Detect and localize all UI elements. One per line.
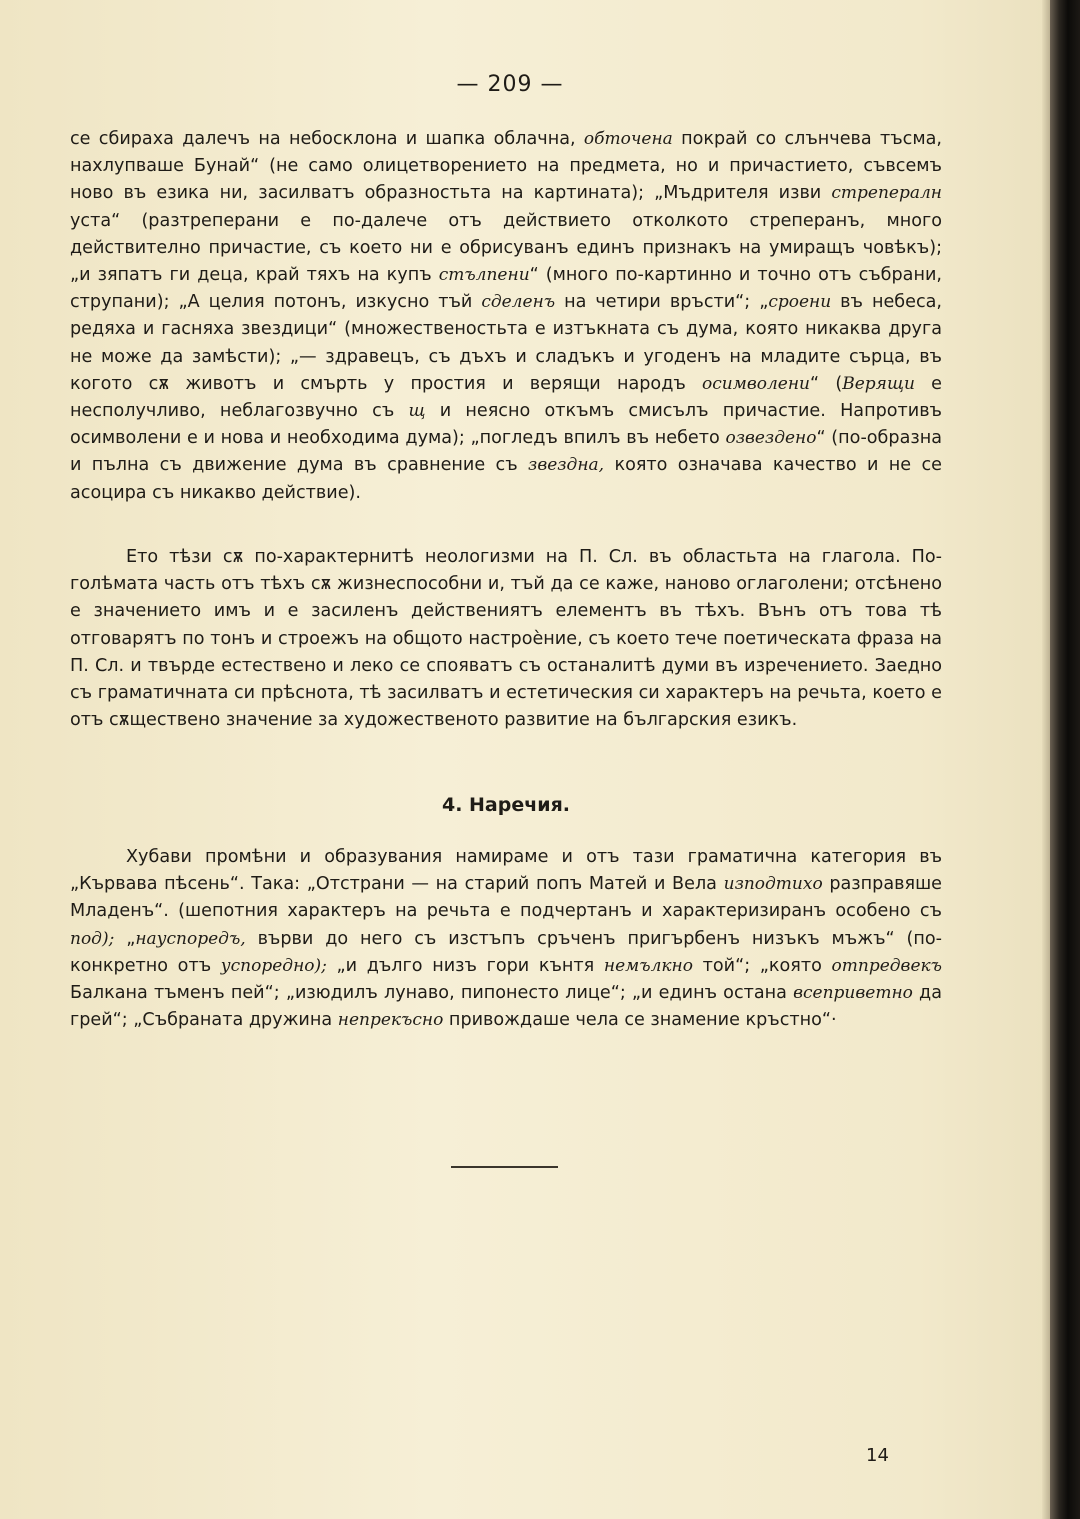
paragraph-verbs-examples	[70, 126, 942, 507]
text-run: разправяше Младенъ“. (шепотния характеръ на речьта е подчертанъ и характеризиранъ особено съ	[70, 874, 942, 922]
italic-term: щ	[408, 401, 426, 422]
body-text-summary	[70, 544, 942, 734]
page-number: — 209 —	[456, 72, 564, 97]
text-run: „и дълго низъ гори кънтя	[326, 955, 604, 976]
italic-term: сделенъ	[481, 292, 556, 313]
text-run: да грей“; „Събраната дружина	[70, 983, 942, 1031]
italic-term: звездна,	[528, 455, 605, 476]
text-run: покрай со слънчева тъсма, нахлупваше Бунай“ (не само олицетворението на предмета, но и причастието, съвсемъ ново въ езика ни, засилватъ образностьта на картината); „Мъдрителя изви	[70, 129, 942, 204]
page-edge	[1042, 0, 1050, 1519]
italic-term: стълпени	[438, 265, 530, 286]
text-run: привождаше чела се знамение кръстно“·	[443, 1010, 837, 1031]
italic-term: обточена	[583, 129, 673, 149]
text-run: се сбираха далечъ на небосклона и шапка облачна,	[70, 129, 584, 149]
text-run: върви до него съ изстъпъ сръченъ пригърбенъ низъкъ мъжъ“ (по-конкретно отъ	[70, 928, 942, 976]
text-run: Хубави промѣни и образувания намираме и отъ тази граматична категория въ „Кървава пѣсень“. Така: „Отстрани — на старий попъ Матей и Вела	[70, 847, 942, 895]
italic-term: успоредно);	[220, 955, 327, 976]
section-heading: 4. Наречия.	[441, 794, 571, 816]
text-run: уста“ (разтреперани е по-далече отъ действието отколкото стреперанъ, много действително причастие, съ което ни е обрисуванъ единъ признакъ на умиращъ човѣкъ); „и зяпатъ ги деца, край тяхъ на купъ	[70, 210, 942, 286]
body-text	[70, 126, 942, 507]
italic-term: сроени	[768, 292, 832, 313]
text-run: “ (	[810, 373, 843, 394]
book-binding	[1050, 0, 1080, 1519]
text-run: която означава качество и не се асоцира съ никакво действие).	[70, 455, 942, 503]
text-run: “ (по-образна и пълна съ движение дума въ сравнение съ	[70, 428, 942, 476]
italic-term: изподтихо	[723, 874, 823, 895]
signature-folio: 14	[866, 1445, 889, 1466]
italic-term: отпредвекъ	[831, 955, 942, 976]
italic-term: Верящи	[842, 373, 915, 394]
text-run: и неясно откъмъ смисълъ причастие. Напротивъ осимволени е и нова и необходима дума); „погледъ впилъ въ небето	[70, 401, 942, 449]
section-end-rule	[451, 1166, 558, 1168]
text-run: „	[114, 928, 136, 949]
text-run: е несполучливо, неблагозвучно съ	[70, 373, 942, 422]
italic-term: озвездено	[725, 428, 817, 449]
italic-term: осимволени	[702, 373, 811, 394]
italic-term: непрекъсно	[337, 1010, 444, 1031]
italic-term: науспоредъ,	[135, 928, 246, 949]
body-text-adverbs	[70, 844, 942, 1034]
text-run: Балкана тъменъ пей“; „изюдилъ лунаво, пипонесто лице“; „и единъ остана	[70, 983, 794, 1004]
paragraph-adverbs	[70, 844, 942, 1034]
italic-term: немълкно	[603, 955, 693, 976]
text-run: “ (много по-картинно и точно отъ събрани, струпани); „А целия потонъ, изкусно тъй	[70, 265, 942, 313]
italic-term: всеприветно	[793, 983, 913, 1004]
text-run: на четири връсти“; „	[555, 292, 769, 313]
italic-term: под);	[70, 928, 115, 949]
text-run: той“; „която	[692, 955, 832, 976]
italic-term: стрепералн	[831, 183, 942, 204]
paragraph-summary: Ето тѣзи сѫ по-характернитѣ неологизми на П. Сл. въ областьта на глагола. По-голѣмата часть отъ тѣхъ сѫ жизнеспособни и, тъй да се каже, наново оглаголени; отсѣнено е значението имъ и е засиленъ действениятъ елементъ въ тѣхъ. Вънъ отъ това тѣ отговарятъ по тонъ и строежъ на общото настроѐние, съ което тече поетическата фраза на П. Сл. и твърде естествено и леко се спояватъ съ останалитѣ думи въ изречението. Заедно съ граматичната си прѣснота, тѣ засилватъ и естетическия си характеръ на речьта, което е отъ сѫществено значение за художественото развитие на българския езикъ.	[70, 547, 942, 731]
text-run: въ небеса, редяха и гасняха звездици“ (множественостьта е изтъкната съ дума, която никаква друга не може да замѣсти); „— здравецъ, съ дъхъ и сладъкъ и угоденъ на младите сърца, въ когото сѫ животъ и смърть у простия и верящи народъ	[70, 292, 942, 394]
